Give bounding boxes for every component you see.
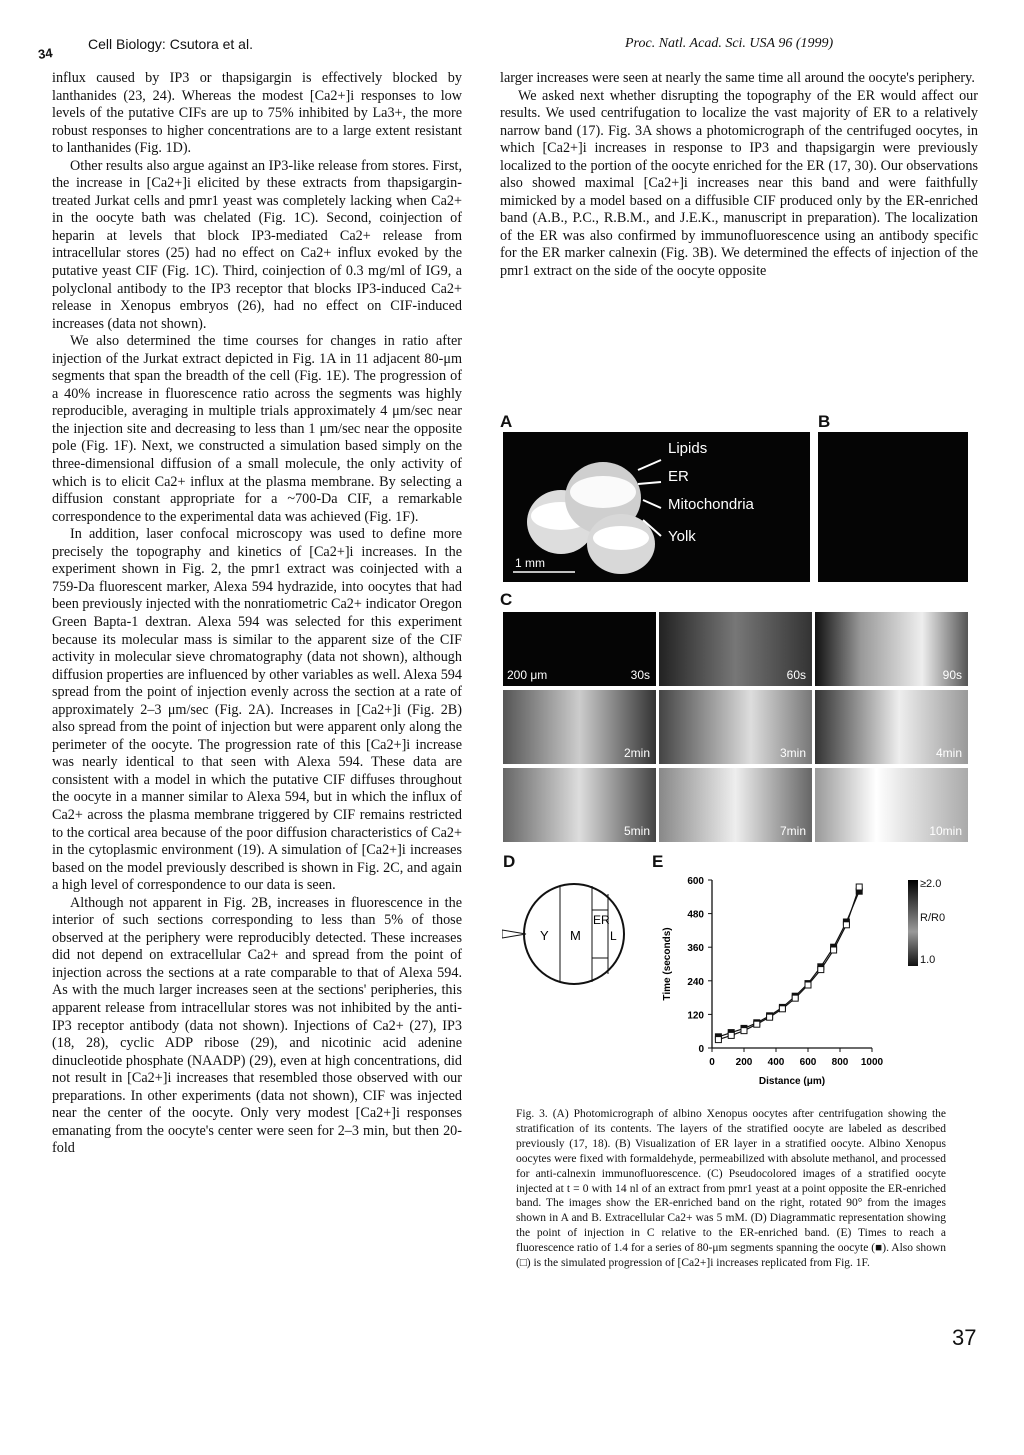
x-tick-label: 600 bbox=[799, 1057, 817, 1068]
data-point bbox=[715, 1037, 721, 1043]
y-axis-title: Time (seconds) bbox=[662, 927, 673, 1001]
y-tick-label: 360 bbox=[687, 943, 704, 955]
layer-label-lipids: Lipids bbox=[668, 440, 708, 457]
series-line bbox=[718, 891, 859, 1037]
data-point bbox=[792, 995, 798, 1001]
x-tick-label: 0 bbox=[709, 1057, 715, 1068]
x-tick-label: 800 bbox=[831, 1057, 849, 1068]
region-label: M bbox=[570, 928, 581, 943]
data-point bbox=[767, 1014, 773, 1020]
paragraph: In addition, laser confocal microscopy was used to define more precisely the topography and kinetics of [Ca2+]i increases. In the experiment shown in Fig. 2, the pmr1 extract was coinjected with a 759-Da fluorescent marker, Alexa 594 hydrazide, into oocytes that had been previously injected with the nonratiometric Ca2+ indicator Oregon Green Bapta-1 dextran. Alexa 594 was selected for this experiment because its molecular mass is similar to the apparent size of the CIF activity in molecular sieve chromatography (data not shown), although diffusion properties are influenced by other variables as well. Alexa 594 spread from the point of injection evenly across the section at a rate of approximately 2–3 μm/sec (Fig. 2A). Increases in [Ca2+]i (Fig. 2B) also spread from the point of injection but were apparent only along the perimeter of the oocyte. The progression rate of this [Ca2+]i increase was nearly identical to that seen with Alexa 594. These data are consistent with a model in which the putative CIF diffuses throughout the oocyte in a manner similar to Alexa 594, but in which the influx of Ca2+ across the plasma membrane triggered by CIF remains restricted to the cortical area because of the poor diffusion characteristics of Ca2+ in the cytoplasmic environment (19). A simulation of [Ca2+]i increases based on the model previously described is shown in Fig. 2C, and again a high level of correspondence to our data is seen. bbox=[52, 526, 462, 894]
x-tick-label: 200 bbox=[735, 1057, 753, 1068]
oocyte-photo-art bbox=[503, 432, 810, 582]
data-point bbox=[818, 967, 824, 973]
y-tick-label: 120 bbox=[687, 1010, 704, 1022]
data-point bbox=[856, 884, 862, 890]
left-column bbox=[52, 70, 462, 1158]
panel-label-d: D bbox=[503, 852, 516, 871]
time-label: 10min bbox=[929, 824, 962, 838]
panel-label-b: B bbox=[818, 412, 831, 431]
data-point bbox=[831, 947, 837, 953]
frame-3min bbox=[659, 690, 812, 764]
ratio-legend bbox=[908, 878, 956, 968]
ratio-axis-label: R/R0 bbox=[920, 912, 946, 924]
x-tick-label: 400 bbox=[767, 1057, 785, 1068]
region-label: L bbox=[610, 929, 617, 943]
time-label: 5min bbox=[623, 824, 650, 838]
data-point bbox=[805, 982, 811, 988]
time-label: 3min bbox=[779, 746, 806, 760]
time-label: 7min bbox=[779, 824, 806, 838]
paragraph: We also determined the time courses for changes in ratio after injection of the Jurkat extract depicted in Fig. 1A in 11 adjacent 80-μm segments that span the breadth of the cell (Fig. 1E). The progression of a 40% increase in fluorescence ratio across the segments was highly reproducible, averaging in multiple trials approximately 4 μm/sec near the injection site and decreasing to less than 1 μm/sec near the opposite pole (Fig. 1F). Next, we constructed a simulation based simply on the three-dimensional diffusion of a small molecule, the only activity of which is to elicit Ca2+ influx at the plasma membrane. By selecting a diffusion constant appropriate for a ~700-Da CIF, a remarkable correspondence to the experimental data was achieved (Fig. 1F). bbox=[52, 333, 462, 525]
side-page-number: 37 bbox=[952, 1325, 977, 1350]
data-point bbox=[741, 1028, 747, 1034]
data-point bbox=[754, 1021, 760, 1027]
running-header-left: Cell Biology: Csutora et al. bbox=[88, 36, 253, 52]
paragraph: Other results also argue against an IP3-like release from stores. First, the increase in [Ca2+]i elicited by these extracts from thapsigargin-treated Jurkat cells and pmr1 yeast was completely lacking when Ca2+ in the oocyte bath was chelated (Fig. 1C). Second, coinjection of heparin at levels that block IP3-mediated Ca2+ release from intracellular stores (25) had no effect on Ca2+ influx evoked by the putative yeast CIF (Fig. 1C). Third, coinjection of 0.3 mg/ml of IG9, a polyclonal antibody to the IP3 receptor that blocks IP3-induced Ca2+ release in Xenopus embryos (26), had no effect on CIF-induced increases (data not shown). bbox=[52, 157, 462, 332]
paragraph: influx caused by IP3 or thapsigargin is effectively blocked by lanthanides (23, 24). Whereas the modest [Ca2+]i responses to low levels of the putative CIFs are up to 75% inhibited by La3+, the more robust responses to higher concentrations are to a large extent resistant to lanthanides (Fig. 1D). bbox=[52, 70, 462, 157]
frame-7min bbox=[659, 768, 812, 842]
data-point bbox=[779, 1006, 785, 1012]
running-header-right: Proc. Natl. Acad. Sci. USA 96 (1999) bbox=[625, 36, 834, 51]
y-tick-label: 600 bbox=[687, 876, 704, 887]
page-number: 34 bbox=[37, 45, 54, 62]
right-column bbox=[500, 70, 978, 281]
scale-bar-label: 200 μm bbox=[507, 668, 548, 682]
frame-2min bbox=[503, 690, 656, 764]
frame-30s bbox=[503, 612, 656, 686]
time-label: 4min bbox=[935, 746, 962, 760]
layer-label-yolk: Yolk bbox=[668, 528, 696, 545]
frame-90s bbox=[815, 612, 968, 686]
time-label: 90s bbox=[942, 668, 962, 682]
scale-bar-label: 1 mm bbox=[515, 556, 545, 570]
time-label: 60s bbox=[786, 668, 806, 682]
ratio-min-label: 1.0 bbox=[920, 954, 936, 966]
layer-label-mitochondria: Mitochondria bbox=[668, 496, 754, 513]
paragraph: larger increases were seen at nearly the same time all around the oocyte's periphery. bbox=[500, 70, 975, 86]
panel-label-c: C bbox=[500, 590, 513, 609]
time-distance-chart bbox=[650, 860, 900, 1100]
figure-caption: Fig. 3. (A) Photomicrograph of albino Xenopus oocytes after centrifugation showing the stratification of its contents. The layers of the stratified oocyte are labeled as described previously (17, 18). (B) Visualization of ER layer in a stratified oocyte. Albino Xenopus oocytes were fixed with formaldehyde, permeabilized with absolute methanol, and processed for anti-calnexin immunofluorescence. (C) Pseudocolored images of a stratified oocyte injected at t = 0 with 14 nl of an extract from pmr1 yeast at a point opposite the ER-enriched band. The images show the ER-enriched band on the right, rotated 90° from the images shown in A and B. Extracellular Ca2+ was 5 mM. (D) Diagrammatic representation showing the point of injection in C relative to the ER-enriched band. (E) Times to reach a fluorescence ratio of 1.4 for a series of 80-μm segments spanning the oocyte (■). Also shown (□) is the simulated progression of [Ca2+]i increases replicated from Fig. 1F. bbox=[516, 1108, 946, 1270]
ratio-color-bar bbox=[908, 880, 918, 966]
immunofluorescence-b bbox=[818, 432, 968, 582]
time-label: 30s bbox=[630, 668, 650, 682]
paragraph: We asked next whether disrupting the topography of the ER would affect our results. We used centrifugation to localize the vast majority of ER to a relatively narrow band (17). Fig. 3A shows a photomicrograph of the centrifuged oocytes, in which [Ca2+]i increases in response to IP3 and thapsigargin were previously localized to the portion of the oocyte enriched for the ER (17, 30). Our observations also showed maximal [Ca2+]i increases near this band and were faithfully mimicked by a model based on a diffusible CIF produced only by the ER-enriched band (A.B., P.C., R.B.M., and J.E.K., manuscript in preparation). The localization of the ER was also confirmed by immunofluorescence using an antibody specific for the ER marker calnexin (Fig. 3B). We determined the effects of injection of the pmr1 extract on the side of the oocyte opposite bbox=[500, 87, 978, 280]
time-label: 2min bbox=[623, 746, 650, 760]
x-axis-title: Distance (μm) bbox=[758, 1076, 826, 1087]
ratio-max-label: ≥2.0 bbox=[920, 878, 942, 890]
y-tick-label: 240 bbox=[687, 976, 704, 988]
region-label: ER bbox=[593, 913, 610, 927]
photomicrograph-a bbox=[503, 432, 810, 582]
y-tick-label: 480 bbox=[687, 909, 704, 921]
series-line bbox=[718, 887, 859, 1040]
panel-label-a: A bbox=[500, 412, 513, 431]
injection-diagram bbox=[502, 872, 642, 1002]
panel-label-e: E bbox=[652, 852, 664, 871]
paragraph: Although not apparent in Fig. 2B, increases in fluorescence in the interior of such sections corresponding to less than 5% of those observed at the periphery were reproducibly detected. These increases did not depend on extracellular Ca2+ and spread from the point of injection across the sections at a rate comparable to that of Alexa 594. As with the much larger increases seen at the sections' peripheries, this apparent release from intracellular stores was not inhibited by the anti-IP3 receptor antibody (data not shown). Injections of Ca2+ (27), IP3 (18, 28), cyclic ADP ribose (29), and nicotinic acid adenine dinucleotide phosphate (NAADP) (29), even at high concentrations, did not result in [Ca2+]i increases that resembled those observed with our preparations. In other experiments (data not shown), CIF was injected near the center of the oocyte. Only very modest [Ca2+]i responses emanating from the oocyte's center were seen for 2–3 min, but then 20-fold bbox=[52, 894, 462, 1157]
data-point bbox=[843, 922, 849, 928]
frame-10min bbox=[815, 768, 968, 842]
data-point bbox=[728, 1032, 734, 1038]
image-grid-c bbox=[503, 612, 968, 842]
frame-4min bbox=[815, 690, 968, 764]
region-label: Y bbox=[540, 928, 549, 943]
y-tick-label: 0 bbox=[698, 1044, 704, 1055]
frame-5min bbox=[503, 768, 656, 842]
x-tick-label: 1000 bbox=[860, 1057, 884, 1068]
layer-label-er: ER bbox=[668, 468, 689, 485]
frame-60s bbox=[659, 612, 812, 686]
